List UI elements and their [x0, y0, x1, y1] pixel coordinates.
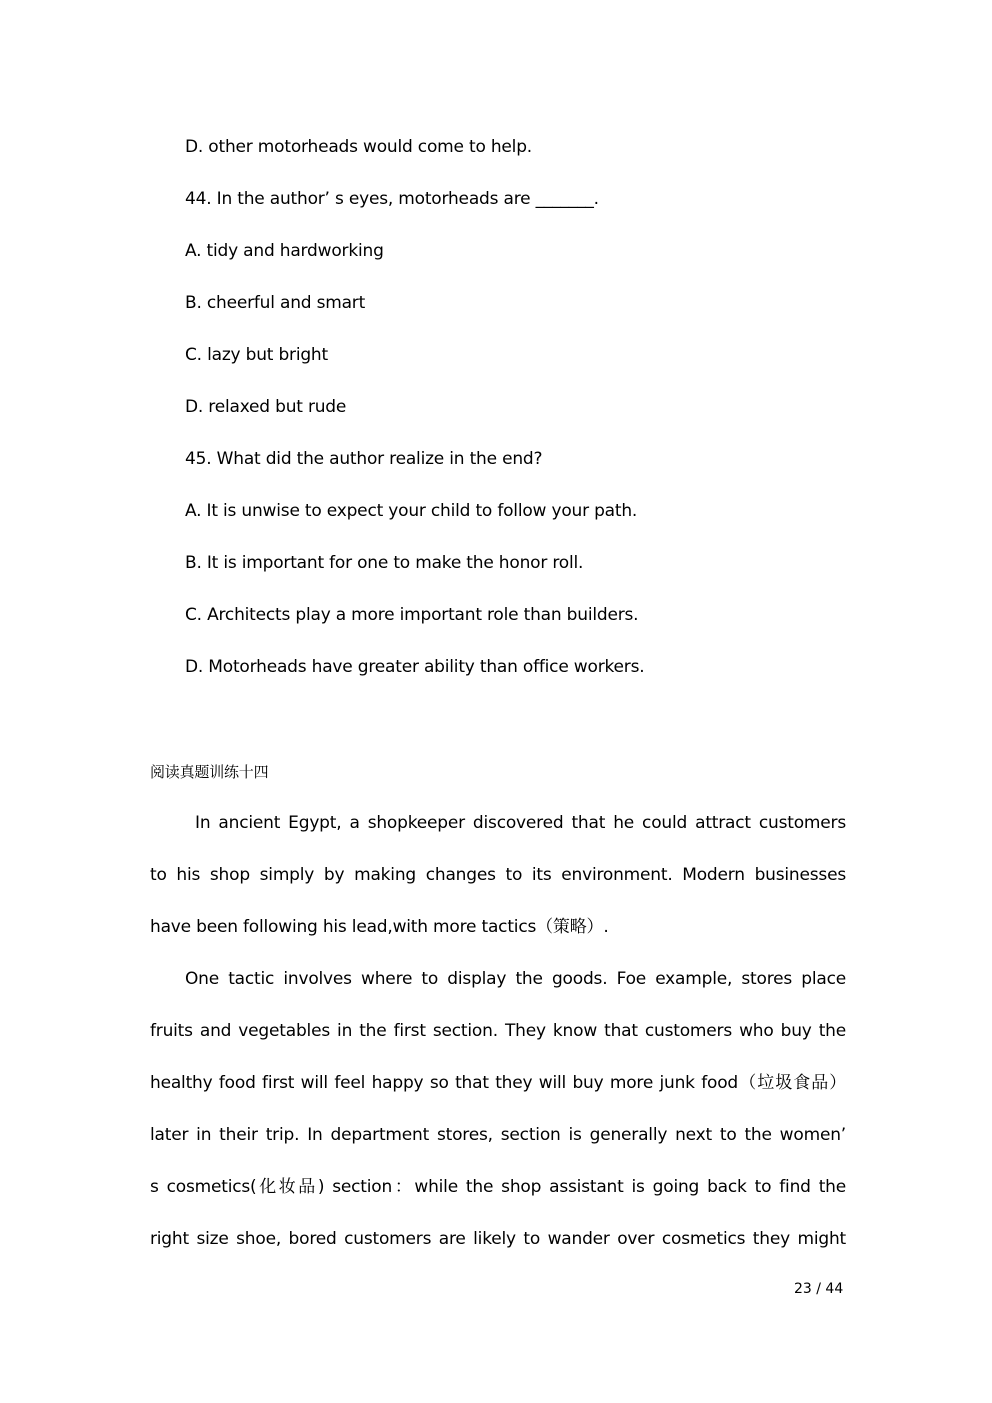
q45-option-a: A. It is unwise to expect your child to follow your path. — [185, 501, 638, 521]
q44-option-b: B. cheerful and smart — [185, 293, 366, 313]
paragraph-line: have been following his lead,with more tactics（策略）. — [150, 917, 609, 937]
paragraph-line: healthy food first will feel happy so that they will buy more junk food（垃圾食品） — [150, 1073, 846, 1093]
q45-stem: 45. What did the author realize in the end? — [185, 449, 543, 469]
q44-stem: 44. In the author’ s eyes, motorheads are _______. — [185, 189, 599, 209]
section-heading: 阅读真题训练十四 — [150, 763, 269, 781]
paragraph-line: to his shop simply by making changes to its environment. Modern businesses — [150, 865, 846, 885]
paragraph-line: fruits and vegetables in the first section. They know that customers who buy the — [150, 1021, 846, 1041]
q45-option-b: B. It is important for one to make the honor roll. — [185, 553, 584, 573]
paragraph-line: s cosmetics(化妆品) section：while the shop assistant is going back to find the — [150, 1177, 846, 1197]
page-indicator: 23 / 44 — [794, 1281, 844, 1297]
q45-option-d: D. Motorheads have greater ability than office workers. — [185, 657, 645, 677]
q44-option-a: A. tidy and hardworking — [185, 241, 384, 261]
paragraph-line: right size shoe, bored customers are likely to wander over cosmetics they might — [150, 1229, 846, 1249]
q45-option-c: C. Architects play a more important role than builders. — [185, 605, 639, 625]
q44-option-c: C. lazy but bright — [185, 345, 328, 365]
q44-option-d: D. relaxed but rude — [185, 397, 347, 417]
paragraph-line: In ancient Egypt, a shopkeeper discovered that he could attract customers — [195, 813, 846, 833]
paragraph-line: One tactic involves where to display the goods. Foe example, stores place — [185, 969, 846, 989]
paragraph-line: later in their trip. In department stores, section is generally next to the women’ — [150, 1125, 846, 1145]
q43-option-d: D. other motorheads would come to help. — [185, 137, 533, 157]
